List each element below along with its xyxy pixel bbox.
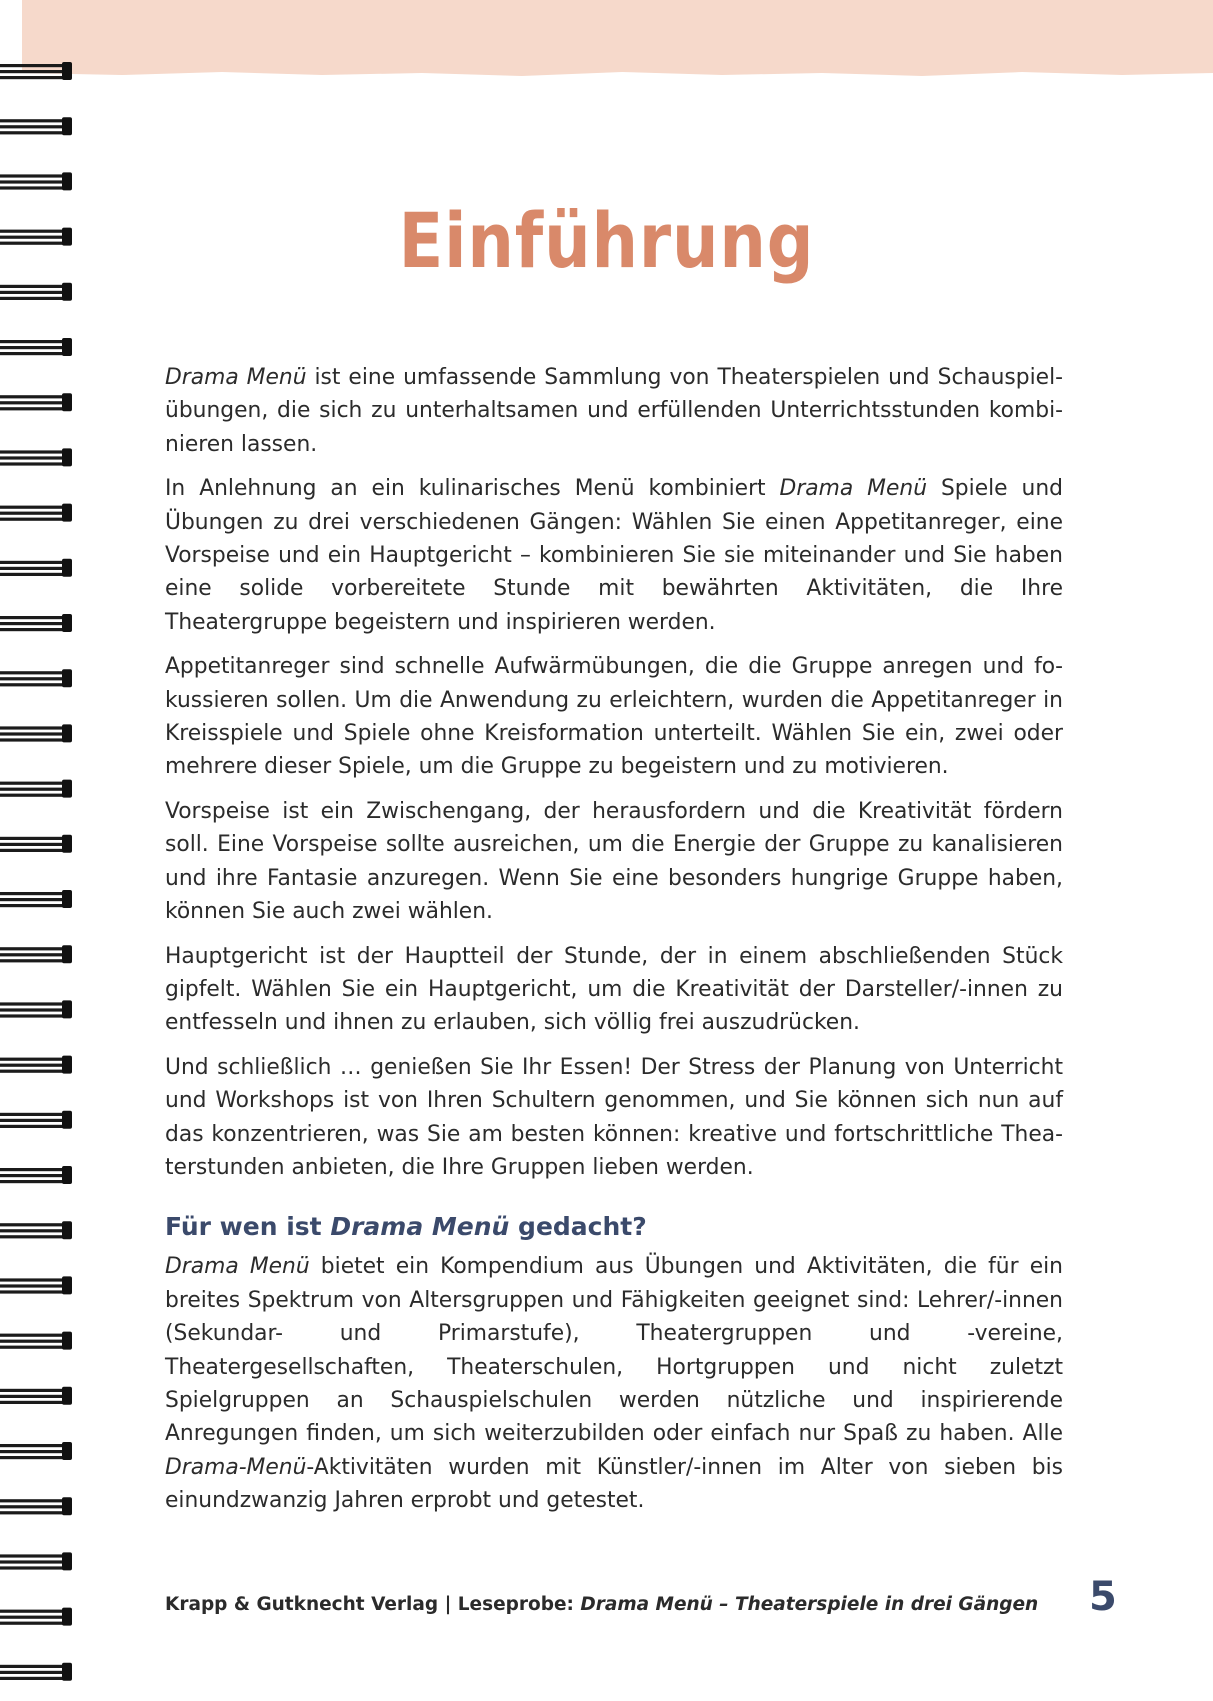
spiral-ring bbox=[0, 1497, 72, 1515]
spiral-ring bbox=[0, 1663, 72, 1681]
spiral-ring bbox=[0, 1000, 72, 1018]
body-text bbox=[165, 361, 1063, 1529]
spiral-binding bbox=[0, 0, 82, 1701]
spiral-ring bbox=[0, 1166, 72, 1184]
spiral-ring bbox=[0, 62, 72, 80]
spiral-ring bbox=[0, 448, 72, 466]
spiral-ring bbox=[0, 117, 72, 135]
spiral-ring bbox=[0, 338, 72, 356]
page-number: 5 bbox=[1089, 1574, 1117, 1620]
spiral-ring bbox=[0, 172, 72, 190]
band-torn-edge bbox=[22, 70, 1213, 78]
paragraph-audience: Drama Menü bietet ein Kompendium aus Übungen und Aktivitäten, die für ein breites Spektrum von Altersgruppen und Fähigkeiten geeignet sind: Lehrer/-innen (Sekundar- und Primarstufe), Theatergruppen und -vereine, Theatergesellschaften, Theaterschulen, Hortgruppen und nicht zuletzt Spielgruppen an Schauspielschulen werden nützliche und inspirierende Anregungen finden, um sich weiterzubilden oder einfach nur Spaß zu haben. Alle Drama-Menü-Aktivitäten wurden mit Künstler/-innen im Alter von sieben bis einundzwanzig Jahren erprobt und getestet. bbox=[165, 1254, 1063, 1514]
spiral-ring bbox=[0, 724, 72, 742]
page-heading: Einführung bbox=[398, 196, 815, 285]
paragraph-hauptgericht: Hauptgericht ist der Hauptteil der Stunde, der in einem abschließenden Stück gipfelt. Wählen Sie ein Hauptgericht, um die Kreativität der Darsteller/-innen zu entfesseln und ihnen zu erlauben, sich völlig frei auszudrücken. bbox=[165, 943, 1063, 1036]
spiral-ring bbox=[0, 1332, 72, 1350]
spiral-ring bbox=[0, 283, 72, 301]
paragraph-appetitanreger: Appetitanreger sind schnelle Aufwärmübungen, die die Gruppe anregen und fokussieren sollen. Um die Anwendung zu erleichtern, wurden die Appetitanreger in Kreisspiele und Spiele ohne Kreisformation unterteilt. Wählen Sie ein, zwei oder mehrere dieser Spiele, um die Gruppe zu begeistern und zu motivieren. bbox=[165, 654, 1063, 780]
spiral-ring bbox=[0, 1387, 72, 1405]
section-subheading: Für wen ist Drama Menü gedacht? bbox=[165, 1212, 647, 1242]
spiral-ring bbox=[0, 614, 72, 632]
spiral-ring bbox=[0, 780, 72, 798]
top-decorative-band bbox=[22, 0, 1213, 72]
paragraph-menu-concept: In Anlehnung an ein kulinarisches Menü kombiniert Drama Menü Spiele und Übungen zu drei verschiedenen Gängen: Wählen Sie einen Appetitanreger, eine Vorspeise und ein Hauptgericht – kombinieren Sie sie miteinander und Sie haben eine solide vorbereitete Stunde mit bewährten Aktivitäten, die Ihre Theatergruppe begeistern und inspirieren werden. bbox=[165, 476, 1063, 635]
spiral-ring bbox=[0, 393, 72, 411]
spiral-ring bbox=[0, 1056, 72, 1074]
paragraph-closing: Und schließlich … genießen Sie Ihr Essen! Der Stress der Planung von Unterricht und Workshops ist von Ihren Schultern genommen, und Sie können sich nun auf das konzentrieren, was Sie am besten können: kreative und fortschrittliche Theaterstunden anbieten, die Ihre Gruppen lieben werden. bbox=[165, 1054, 1063, 1180]
spiral-ring bbox=[0, 228, 72, 246]
spiral-ring bbox=[0, 1552, 72, 1570]
spiral-ring bbox=[0, 559, 72, 577]
paragraph-intro: Drama Menü ist eine umfassende Sammlung von Theaterspielen und Schauspiel übungen, die sich zu unterhaltsamen und erfüllenden Unterrichtsstunden kombinieren lassen. bbox=[165, 365, 1064, 457]
spiral-ring bbox=[0, 504, 72, 522]
spiral-ring bbox=[0, 1442, 72, 1460]
spiral-ring bbox=[0, 669, 72, 687]
spiral-ring bbox=[0, 1608, 72, 1626]
page-footer: Krapp & Gutknecht Verlag | Leseprobe: Drama Menü – Theaterspiele in drei Gängen bbox=[165, 1594, 1039, 1615]
spiral-ring bbox=[0, 890, 72, 908]
spiral-ring bbox=[0, 945, 72, 963]
spiral-ring bbox=[0, 1221, 72, 1239]
spiral-ring bbox=[0, 1111, 72, 1129]
spiral-ring bbox=[0, 1276, 72, 1294]
paragraph-vorspeise: Vorspeise ist ein Zwischengang, der herausfordern und die Kreativität fördern soll. Eine Vorspeise sollte ausreichen, um die Energie der Gruppe zu kanalisieren und ihre Fantasie anzuregen. Wenn Sie eine besonders hungrige Gruppe haben, können Sie auch zwei wählen. bbox=[165, 798, 1063, 925]
spiral-ring bbox=[0, 835, 72, 853]
